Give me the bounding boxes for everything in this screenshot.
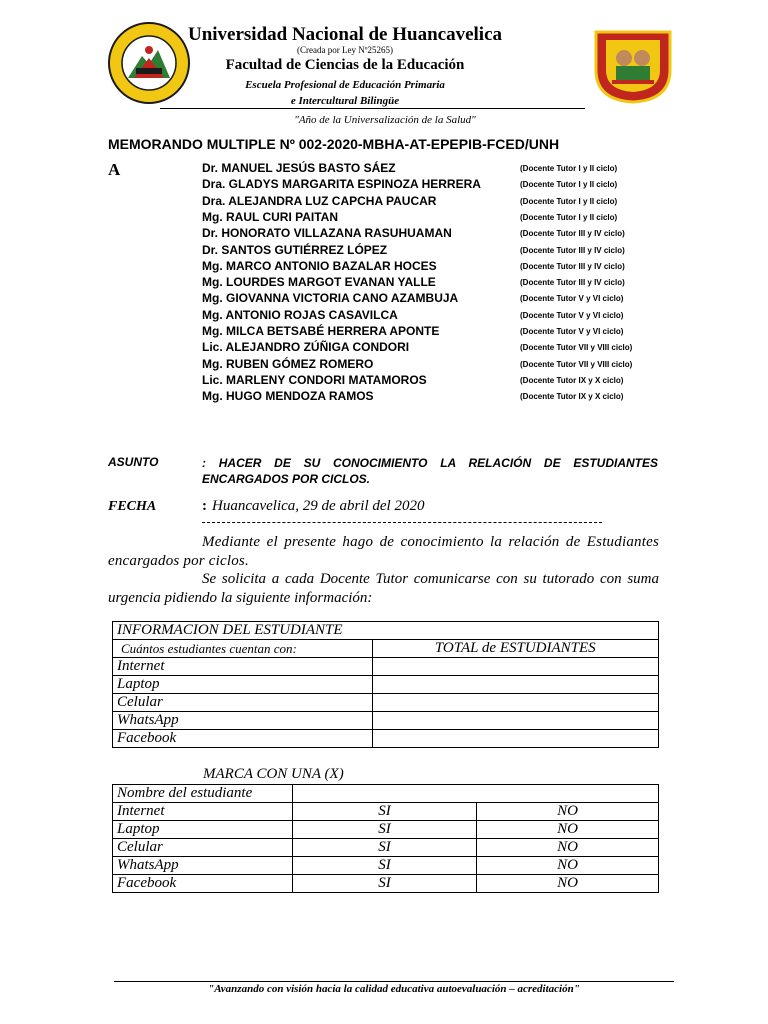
table1-item: WhatsApp [113, 712, 373, 730]
body-paragraph-1: Mediante el presente hago de conocimiento la relación de Estudiantes encargados por ciclos. [108, 534, 659, 569]
recipient-role: (Docente Tutor I y II ciclo) [520, 180, 618, 190]
table1-title-empty [372, 622, 659, 640]
table-row [113, 730, 659, 748]
recipient-role: (Docente Tutor VII y VIII ciclo) [520, 343, 633, 353]
memo-title: MEMORANDO MULTIPLE Nº 002-2020-MBHA-AT-EPEPIB-FCED/UNH [108, 136, 560, 152]
recipient-role: (Docente Tutor IX y X ciclo) [520, 392, 624, 402]
yes-option[interactable]: SI [293, 839, 477, 857]
no-option[interactable]: NO [477, 821, 659, 839]
yes-option[interactable]: SI [293, 821, 477, 839]
table-row [113, 875, 659, 893]
table-row [113, 622, 659, 640]
yes-option[interactable]: SI [293, 803, 477, 821]
no-option[interactable]: NO [477, 875, 659, 893]
recipient-role: (Docente Tutor III y IV ciclo) [520, 229, 625, 239]
university-seal-logo [108, 22, 190, 104]
no-option[interactable]: NO [477, 857, 659, 875]
recipient-role: (Docente Tutor I y II ciclo) [520, 196, 618, 206]
table-row [113, 712, 659, 730]
recipient-name: Mg. RUBEN GÓMEZ ROMERO [202, 356, 374, 371]
to-label: A [108, 160, 121, 179]
body-paragraph-2: Se solicita a cada Docente Tutor comunicarse con su tutorado con suma urgencia pidiendo la siguiente información: [108, 571, 659, 606]
header-divider [160, 108, 585, 109]
subject-label: ASUNTO [108, 455, 159, 469]
table-row [113, 821, 659, 839]
no-option[interactable]: NO [477, 839, 659, 857]
table1-item: Facebook [113, 730, 373, 748]
student-info-table [112, 621, 659, 748]
table-row [113, 658, 659, 676]
university-name: Universidad Nacional de Huancavelica [187, 24, 503, 45]
table2-item: Laptop [113, 821, 293, 839]
table-row [113, 803, 659, 821]
date-underline [202, 522, 602, 523]
footer-divider [114, 981, 674, 982]
recipient-role: (Docente Tutor V y VI ciclo) [520, 294, 624, 304]
recipient-role: (Docente Tutor I y II ciclo) [520, 212, 618, 222]
recipient-role: (Docente Tutor VII y VIII ciclo) [520, 359, 633, 369]
recipient-name: Dra. GLADYS MARGARITA ESPINOZA HERRERA [202, 177, 481, 192]
recipient-name: Dr. SANTOS GUTIÉRREZ LÓPEZ [202, 242, 388, 257]
recipient-role: (Docente Tutor V y VI ciclo) [520, 310, 624, 320]
date-text: Huancavelica, 29 de abril del 2020 [212, 498, 425, 514]
table1-question: Cuántos estudiantes cuentan con: [113, 640, 373, 658]
table1-total-cell[interactable] [372, 694, 659, 712]
recipient-role: (Docente Tutor III y IV ciclo) [520, 245, 625, 255]
table2-item: Celular [113, 839, 293, 857]
table2-item: Internet [113, 803, 293, 821]
year-motto: "Año de la Universalización de la Salud" [294, 114, 476, 126]
footer-motto: "Avanzando con visión hacia la calidad educativa autoevaluación – acreditación" [208, 983, 580, 995]
recipient-name: Mg. MARCO ANTONIO BAZALAR HOCES [202, 258, 437, 273]
table-row [113, 857, 659, 875]
table1-total-cell[interactable] [372, 730, 659, 748]
student-name-cell[interactable] [293, 785, 659, 803]
faculty-name: Facultad de Ciencias de la Educación [225, 57, 465, 73]
table2-body [113, 803, 659, 893]
recipient-name: Dra. ALEJANDRA LUZ CAPCHA PAUCAR [202, 193, 437, 208]
recipient-role: (Docente Tutor V y VI ciclo) [520, 327, 624, 336]
school-seal-logo [592, 24, 674, 104]
table2-name-header: Nombre del estudiante [113, 785, 293, 803]
table1-item: Internet [113, 658, 373, 676]
recipient-role: (Docente Tutor III y IV ciclo) [520, 278, 625, 288]
recipient-name: Dr. HONORATO VILLAZANA RASUHUAMAN [202, 226, 452, 241]
school-name-line1: Escuela Profesional de Educación Primaria [245, 79, 445, 91]
table1-total-cell[interactable] [372, 676, 659, 694]
recipient-name: Mg. LOURDES MARGOT EVANAN YALLE [202, 275, 436, 290]
table2-item: Facebook [113, 875, 293, 893]
recipient-name: Lic. MARLENY CONDORI MATAMOROS [202, 372, 427, 387]
student-marking-table [112, 784, 659, 893]
recipient-name: Lic. ALEJANDRO ZÚÑIGA CONDORI [202, 340, 410, 355]
recipient-name: Dr. MANUEL JESÚS BASTO SÁEZ [202, 161, 396, 175]
table2-item: WhatsApp [113, 857, 293, 875]
table1-body [113, 658, 659, 748]
table1-total-header: TOTAL de ESTUDIANTES [372, 640, 659, 658]
yes-option[interactable]: SI [293, 857, 477, 875]
school-name-line2: e Intercultural Bilingüe [290, 95, 400, 107]
table-row [113, 785, 659, 803]
table1-item: Laptop [113, 676, 373, 694]
table1-title: INFORMACION DEL ESTUDIANTE [113, 622, 373, 640]
table-row [113, 640, 659, 658]
creation-law: (Creada por Ley Nº25265) [296, 45, 393, 55]
date-label: FECHA [108, 499, 157, 514]
table-row [113, 694, 659, 712]
table1-item: Celular [113, 694, 373, 712]
recipient-name: Mg. MILCA BETSABÉ HERRERA APONTE [202, 324, 440, 338]
yes-option[interactable]: SI [293, 875, 477, 893]
no-option[interactable]: NO [477, 803, 659, 821]
table-row [113, 839, 659, 857]
recipient-name: Mg. RAUL CURI PAITAN [202, 209, 338, 224]
table-row [113, 676, 659, 694]
recipient-role: (Docente Tutor IX y X ciclo) [520, 375, 624, 385]
mark-caption: MARCA CON UNA (X) [203, 766, 344, 782]
recipient-role: (Docente Tutor III y IV ciclo) [520, 261, 625, 271]
date-colon: : [202, 498, 207, 514]
recipient-name: Mg. GIOVANNA VICTORIA CANO AZAMBUJA [202, 291, 459, 306]
table1-total-cell[interactable] [372, 658, 659, 676]
recipient-name: Mg. HUGO MENDOZA RAMOS [202, 389, 374, 404]
recipient-role: (Docente Tutor I y II ciclo) [520, 164, 618, 173]
recipient-name: Mg. ANTONIO ROJAS CASAVILCA [202, 307, 398, 322]
subject-text: : HACER DE SU CONOCIMIENTO LA RELACIÓN DE ESTUDIANTES ENCARGADOS POR CICLOS. [202, 456, 658, 486]
table1-total-cell[interactable] [372, 712, 659, 730]
